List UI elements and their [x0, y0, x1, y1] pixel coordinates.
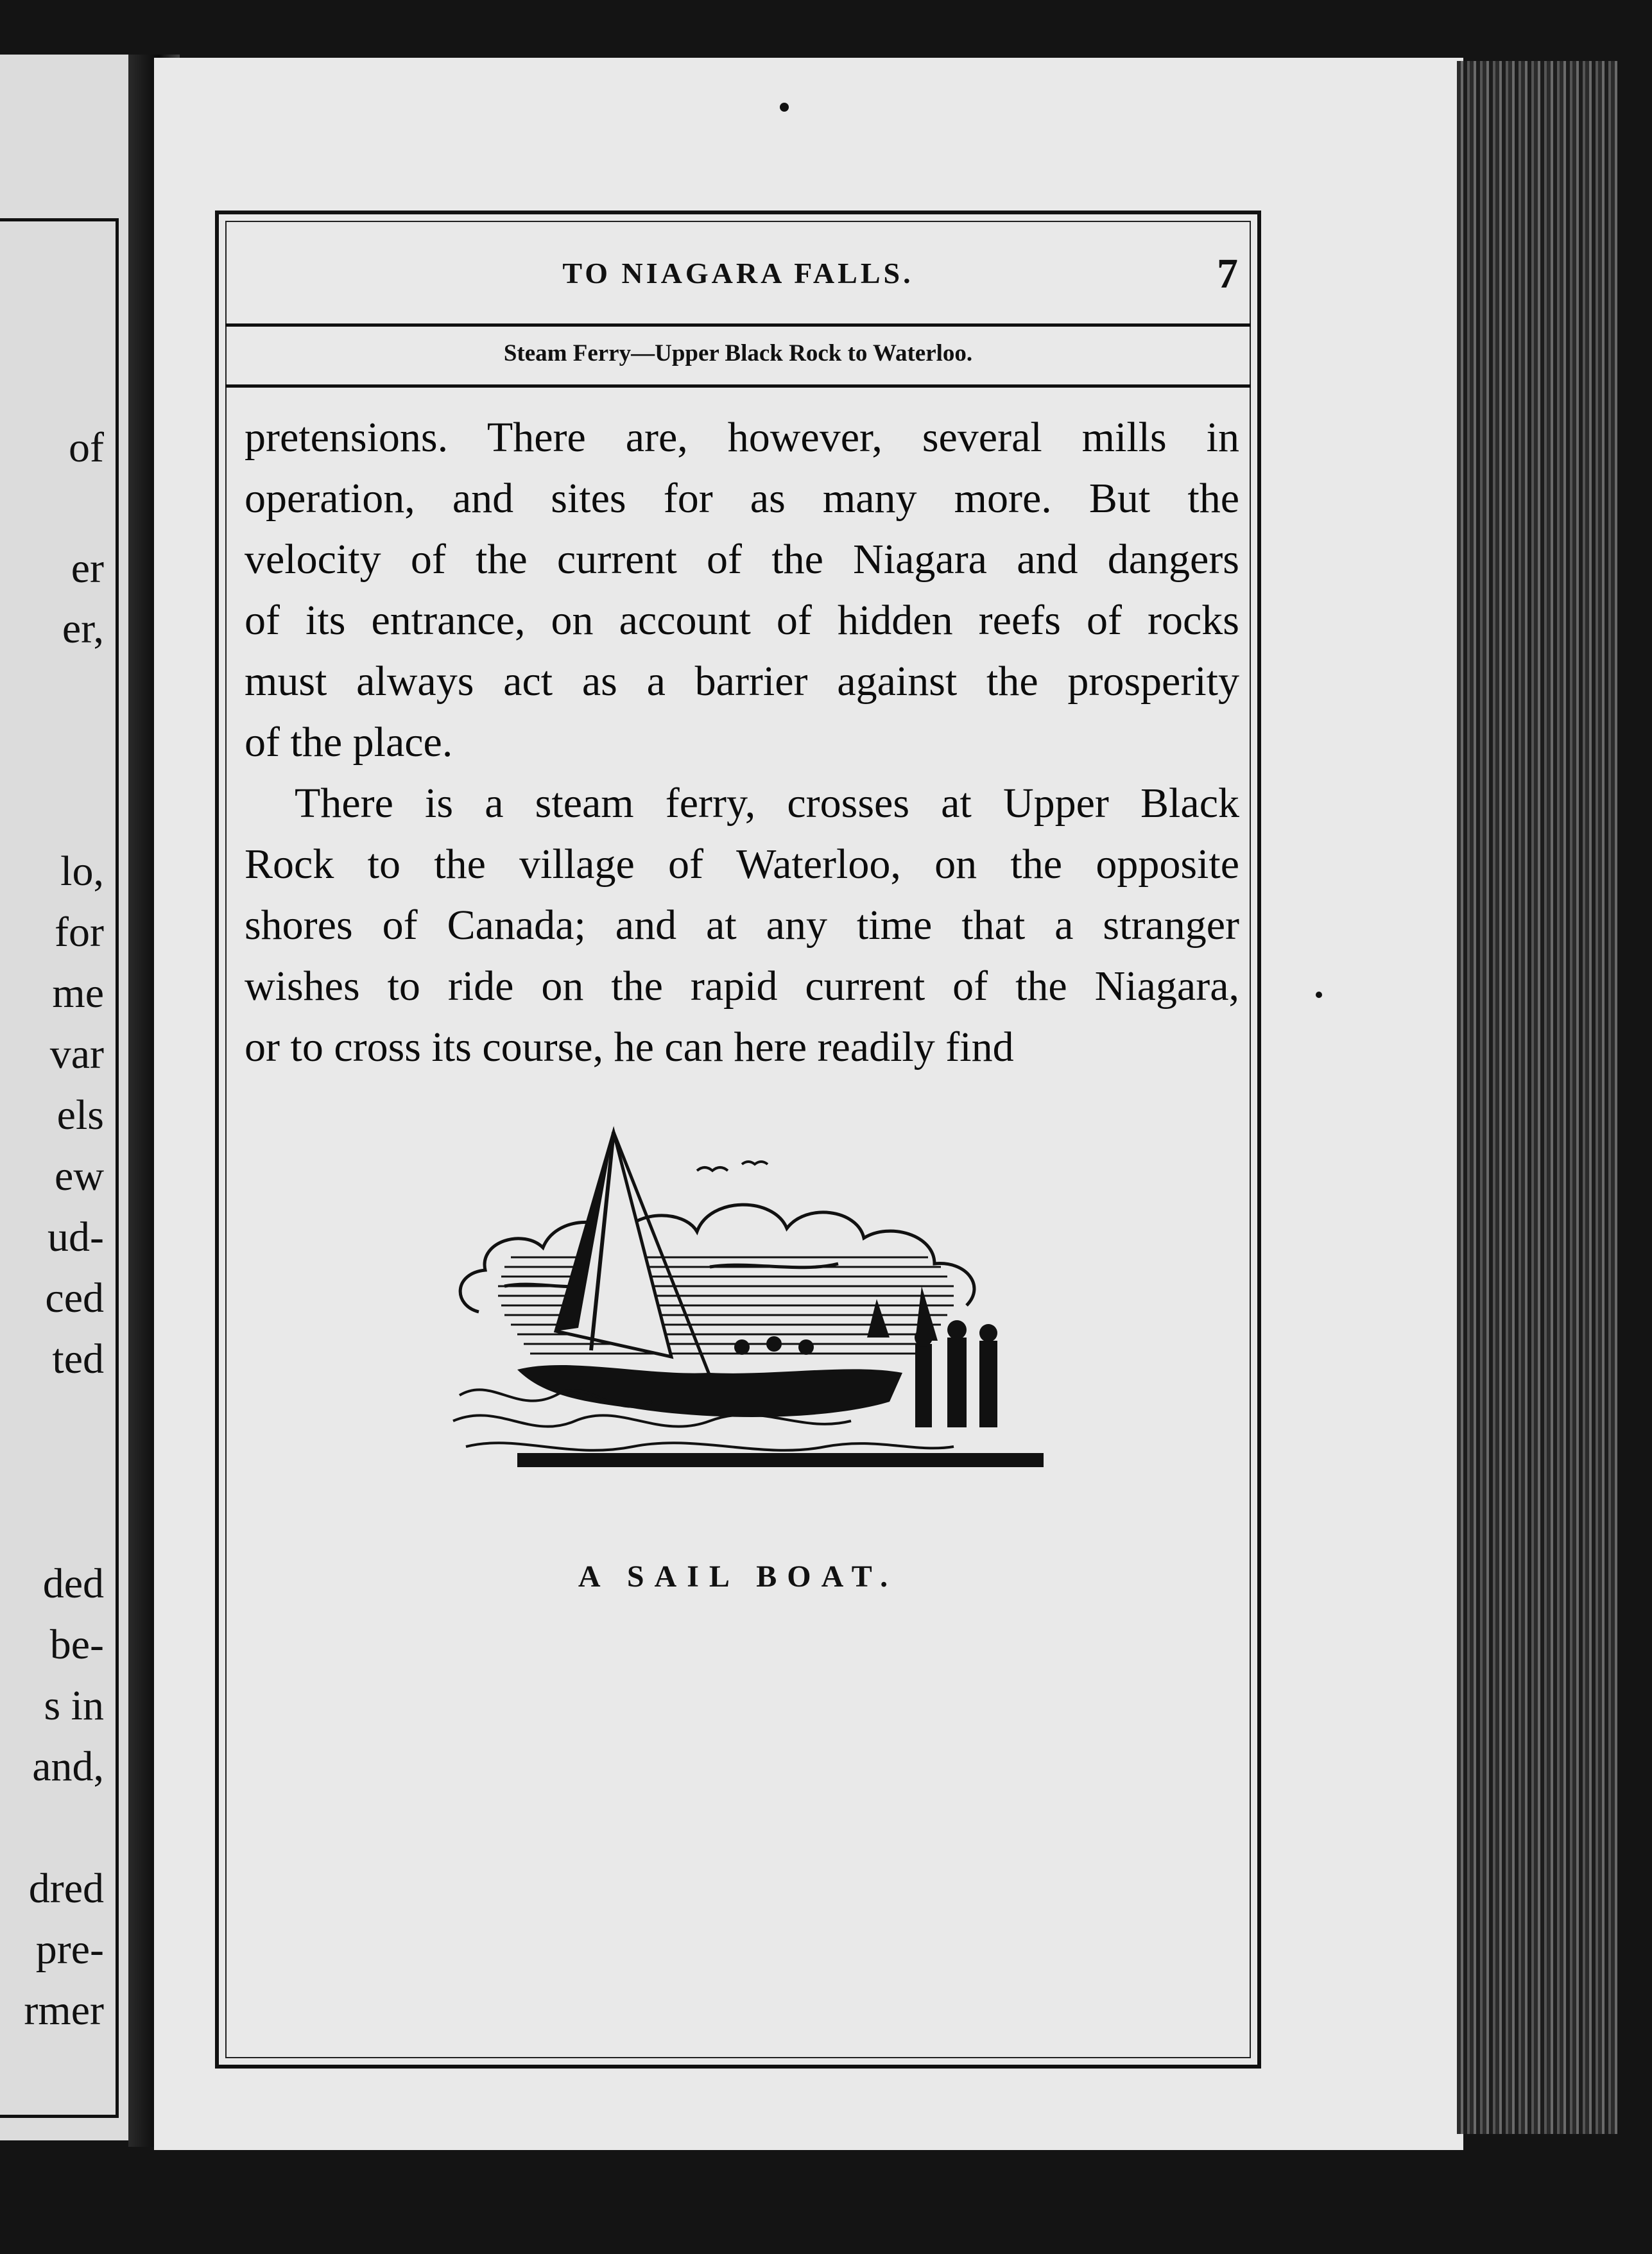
left-text-fragment: er,	[62, 605, 104, 652]
subheading-rule	[225, 384, 1251, 388]
header-rule	[225, 323, 1251, 327]
body-line: There is a steam ferry, crosses at Upper Black	[295, 780, 1239, 827]
body-line: pretensions. There are, however, several mills in	[245, 414, 1239, 461]
left-text-fragment: els	[56, 1092, 104, 1139]
body-line: of its entrance, on account of hidden reefs of rocks	[245, 597, 1239, 644]
left-text-fragment: pre-	[35, 1926, 104, 1973]
left-text-fragment: ew	[55, 1153, 104, 1200]
body-line: operation, and sites for as many more. But the	[245, 475, 1239, 522]
left-text-fragment: me	[52, 970, 104, 1017]
left-text-fragment: s in	[44, 1682, 104, 1729]
left-text-fragment: var	[49, 1031, 104, 1078]
body-line: must always act as a barrier against the prosperity	[245, 658, 1239, 705]
page-header	[219, 250, 1257, 301]
left-text-fragment: ced	[45, 1275, 104, 1321]
section-subheading: Steam Ferry—Upper Black Rock to Waterloo.	[503, 340, 973, 366]
page-number: 7	[1217, 250, 1238, 297]
body-line: velocity of the current of the Niagara and dangers	[245, 536, 1239, 583]
body-line: of the place.	[245, 719, 453, 766]
engraving-birds	[697, 1162, 768, 1171]
left-text-fragment: for	[55, 909, 104, 956]
left-text-fragment: be-	[49, 1621, 104, 1668]
ink-speck	[1316, 992, 1322, 998]
ink-speck	[780, 103, 789, 112]
sail-boat-engraving	[440, 1119, 1069, 1479]
left-text-fragment: and,	[32, 1743, 104, 1790]
illustration-caption: A SAIL BOAT.	[578, 1560, 899, 1594]
left-text-fragment: rmer	[24, 1987, 104, 2034]
left-text-fragment: lo,	[60, 848, 104, 895]
left-text-fragment: of	[69, 424, 104, 471]
page-border-frame	[215, 211, 1261, 2069]
left-text-fragment: dred	[28, 1865, 104, 1912]
left-facing-page	[0, 55, 149, 2140]
body-line: shores of Canada; and at any time that a stranger	[245, 902, 1239, 949]
left-text-fragment: ud-	[47, 1214, 104, 1260]
body-line: Rock to the village of Waterloo, on the opposite	[245, 841, 1239, 888]
body-text	[245, 407, 1239, 1078]
body-line: or to cross its course, he can here readily find	[245, 1024, 1014, 1071]
left-text-fragment: ded	[42, 1560, 104, 1607]
body-line: wishes to ride on the rapid current of the Niagara,	[245, 963, 1239, 1010]
left-text-fragment: er	[71, 545, 104, 592]
page-block-edge	[1457, 61, 1617, 2134]
engraving-main-sail	[556, 1132, 710, 1376]
engraving-shore	[517, 1453, 1044, 1467]
running-head: TO NIAGARA FALLS.	[562, 257, 914, 289]
left-text-fragment: ted	[52, 1336, 104, 1382]
